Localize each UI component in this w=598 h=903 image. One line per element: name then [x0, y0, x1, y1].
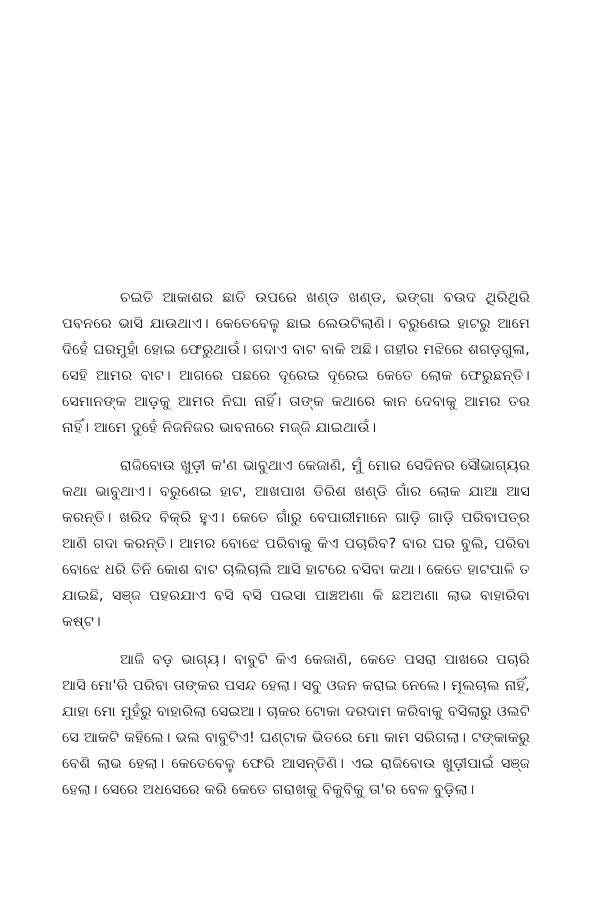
paragraph-1: ଚଇତି ଆକାଶର ଛାତି ଉପରେ ଖଣ୍ଡ ଖଣ୍ଡ, ଭଙ୍ଗା ବଉଦ ଥିରିଥିରି ପବନରେ ଭାସି ଯାଉଥାଏ। କେତେବେଳୁ ଛାଇ ଲେଉଟିଲାଣି। ବରୁଣେଇ ହାଟରୁ ଆମେ ଦିହେଁ ଘରମୁହାଁ ହୋଇ ଫେରୁଥାଉଁ। ଗଦାଏ ବାଟ ବାକି ଅଛି। ଗହୀର ମଝିରେ ଶଗଡ଼ଗୁଳା, ସେହି ଆମର ବାଟ। ଆଗରେ ପଛରେ ଦୂରେଇ ଦୂରେଇ କେତେ ଲୋକ ଫେରୁଛନ୍ତି। ସେମାନଙ୍କ ଆଡ଼କୁ ଆମର ନିଘା ନାହିଁ। ତାଙ୍କ କଥାରେ କାନ ଦେବାକୁ ଆମର ତର ନାହିଁ। ଆମେ ଦୁହେଁ ନିଜନିଜର ଭାବନାରେ ମଜ୍ଜି ଯାଇଥାଉଁ। — [62, 290, 530, 436]
paragraph-3: ଆଜି ବଡ଼ ଭାଗ୍ୟ। ବାବୁଟି କିଏ କେଜାଣି, କେତେ ପସରା ପାଖରେ ପଚାରି ଆସି ମୋ'ରି ପରିବା ତାଙ୍କର ପସନ୍ଦ ହେଲା। ସବୁ ଓଜନ କରାଇ ନେଲେ। ମୂଲଚାଲ ନାହିଁ, ଯାହା ମୋ ମୁହଁରୁ ବାହାରିଲା ସେଇଆ। ଚାକର ଟୋକା ଦରଦାମ କରିବାକୁ ବସିଲାରୁ ଓଲଟି ସେ ଆକଟି କହିଲେ। ଭଲ ବାବୁଟିଏ! ଘଣ୍ଟାକ ଭିତରେ ମୋ କାମ ସରିଗଲା। ଟଙ୍କାକରୁ ବେଶି ଲାଭ ହେଲା। କେତେବେଳୁ ଫେରି ଆସନ୍ତିଣି। ଏଇ ରାଜିବୋଉ ଖୁଡ଼ୀପାଇଁ ସଞ୍ଜ ହେଲା। ସେରେ ଅଧସେରେ କରି କେତେ ଗରାଖକୁ ବିକୁବିକୁ ତା'ର ବେଳ ବୁଡ଼ିଲା। — [62, 652, 530, 798]
page-text-block — [62, 285, 530, 815]
paragraph-2: ରାଜିବୋଉ ଖୁଡ଼ୀ କ'ଣ ଭାବୁଥାଏ କେଜାଣି, ମୁଁ ମୋର ସେଦିନର ସୌଭାଗ୍ୟର କଥା ଭାବୁଥାଏ। ବରୁଣେଇ ହାଟ, ଆଖପାଖ ତିରିଶ ଖଣ୍ଡି ଗାଁର ଲୋକ ଯାଆ ଆସ କରନ୍ତି। ଖରିଦ ବିକ୍ରି ହୁଏ। କେତେ ଗାଁରୁ ବେପାରୀମାନେ ଗାଡ଼ି ଗାଡ଼ି ପରିବାପତ୍ର ଆଣି ଗଦା କରନ୍ତି। ଆମର ବୋଝେ ପରିବାକୁ କିଏ ପଚାରିବ? ବାର ଘର ବୁଲି, ପରିବା ବୋଝେ ଧରି ତିନି କୋଶ ବାଟ ଚାଲିଚାଲି ଆସି ହାଟରେ ବସିବା କଥା। କେତେ ହାଟପାଳି ତ ଯାଇଛି, ସଞ୍ଜ ପହରଯାଏ ବସି ବସି ପଇସା ପାଞ୍ଚଅଣା କି ଛଅଅଣା ଲାଭ ବାହାରିବା କଷ୍ଟ। — [62, 458, 530, 630]
